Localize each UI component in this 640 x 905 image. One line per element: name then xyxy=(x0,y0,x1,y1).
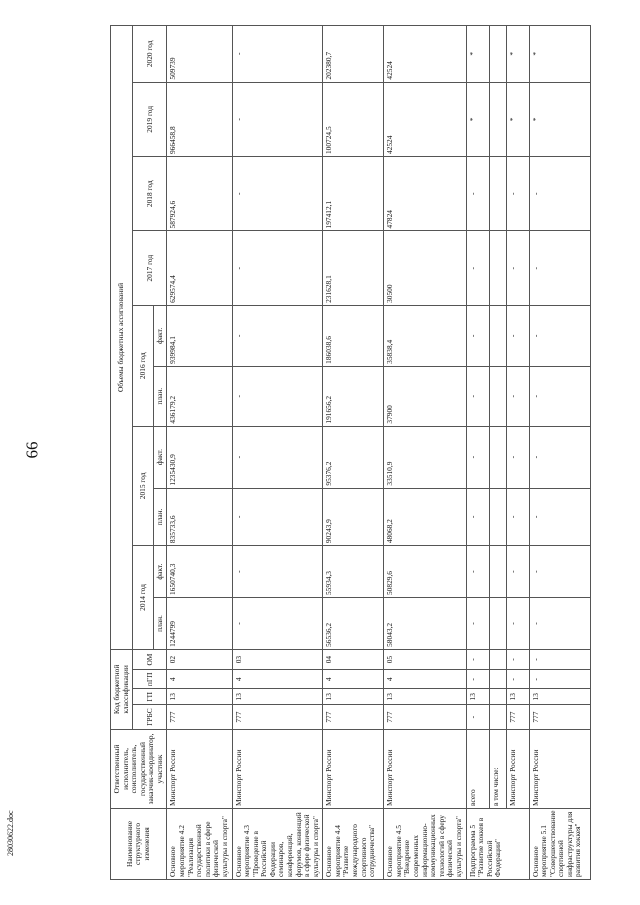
col-header-pgp: пГП xyxy=(133,670,167,689)
cell-2015-plan: - xyxy=(232,488,323,546)
row-responsible: Минспорт России xyxy=(529,730,590,809)
cell-2015-fact: - xyxy=(466,426,489,488)
cell-2015-fact: - xyxy=(529,426,590,488)
row-name: Основное мероприятие 4.2 "Реализация государственной политики в сфере физической культуры и спорта" xyxy=(167,808,232,879)
cell-2014-fact: - xyxy=(466,546,489,598)
cell-2016-fact xyxy=(489,305,506,366)
row-responsible: в том числе: xyxy=(489,730,506,809)
cell-2015-fact xyxy=(489,426,506,488)
row-responsible: Минспорт России xyxy=(384,730,466,809)
cell-2020: - xyxy=(232,26,323,83)
cell-2018: 47824 xyxy=(384,157,466,231)
cell-om: 05 xyxy=(384,649,466,669)
cell-2017: 629574,4 xyxy=(167,231,232,305)
cell-2016-fact: - xyxy=(232,305,323,366)
col-header-2020: 2020 год xyxy=(133,26,167,83)
table-row xyxy=(167,26,232,880)
cell-2014-fact: 1650740,3 xyxy=(167,546,232,598)
cell-2016-fact: 186038,6 xyxy=(323,305,384,366)
cell-gp: 13 xyxy=(167,689,232,705)
cell-2014-fact: - xyxy=(529,546,590,598)
cell-2018: - xyxy=(529,157,590,231)
cell-2016-fact: 35838,4 xyxy=(384,305,466,366)
cell-2014-fact: - xyxy=(232,546,323,598)
cell-om: 02 xyxy=(167,649,232,669)
table-row xyxy=(529,26,590,880)
cell-2017: - xyxy=(232,231,323,305)
cell-2020: 509739 xyxy=(167,26,232,83)
col-header-2015-fact: факт. xyxy=(153,426,167,488)
cell-2019: 100724,5 xyxy=(323,82,384,156)
cell-2014-plan: 1244799 xyxy=(167,598,232,650)
cell-2018: 197412,1 xyxy=(323,157,384,231)
cell-grbs: 777 xyxy=(506,705,529,730)
row-name: Основное мероприятие 4.3 "Проведение в Российской Федерации семинаров, конференций, форумов, конвенций в сфере физической культуры и спорта" xyxy=(232,808,323,879)
cell-2017 xyxy=(489,231,506,305)
col-header-2016: 2016 год xyxy=(133,305,154,426)
cell-pgp: - xyxy=(466,670,489,689)
col-header-2016-plan: план. xyxy=(153,366,167,426)
col-header-2014-plan: план. xyxy=(153,598,167,650)
col-header-2014: 2014 год xyxy=(133,546,154,650)
cell-grbs: 777 xyxy=(384,705,466,730)
cell-pgp: 4 xyxy=(167,670,232,689)
cell-2014-fact xyxy=(489,546,506,598)
cell-2014-plan: 58043,2 xyxy=(384,598,466,650)
cell-2015-plan: - xyxy=(466,488,489,546)
table-row xyxy=(232,26,323,880)
cell-2014-plan: - xyxy=(466,598,489,650)
cell-pgp: 4 xyxy=(384,670,466,689)
cell-2015-fact: - xyxy=(506,426,529,488)
table-row xyxy=(466,26,489,880)
cell-2014-plan: 56536,2 xyxy=(323,598,384,650)
cell-2017: - xyxy=(466,231,489,305)
cell-2015-fact: - xyxy=(232,426,323,488)
col-header-responsible: Ответственный исполнитель, соисполнитель, государственный заказчик-координатор, участник xyxy=(111,730,167,809)
table-row xyxy=(384,26,466,880)
cell-2015-plan: 90243,9 xyxy=(323,488,384,546)
cell-2019: 42524 xyxy=(384,82,466,156)
cell-2015-plan: - xyxy=(506,488,529,546)
cell-2016-plan: - xyxy=(506,366,529,426)
cell-pgp: 4 xyxy=(232,670,323,689)
cell-2018: - xyxy=(466,157,489,231)
cell-2019: * xyxy=(466,82,489,156)
col-header-bcc: Код бюджетной классификации xyxy=(111,649,133,729)
cell-gp: 13 xyxy=(529,689,590,705)
cell-grbs: 777 xyxy=(167,705,232,730)
cell-grbs: 777 xyxy=(323,705,384,730)
row-name: Основное мероприятие 4.5 "Внедрение современных информационно-коммуникационных технологий в сферу физической культуры и спорта" xyxy=(384,808,466,879)
cell-om xyxy=(489,649,506,669)
cell-2018 xyxy=(489,157,506,231)
cell-2014-fact: - xyxy=(506,546,529,598)
col-header-2019: 2019 год xyxy=(133,82,167,156)
cell-2018: 587924,6 xyxy=(167,157,232,231)
cell-gp: 13 xyxy=(506,689,529,705)
cell-2016-fact: 939984,1 xyxy=(167,305,232,366)
cell-grbs: 777 xyxy=(529,705,590,730)
row-responsible: Минспорт России xyxy=(232,730,323,809)
cell-2020: * xyxy=(466,26,489,83)
cell-2020: * xyxy=(529,26,590,83)
cell-om: - xyxy=(506,649,529,669)
cell-2020: 202380,7 xyxy=(323,26,384,83)
cell-2019 xyxy=(489,82,506,156)
cell-2020: 42524 xyxy=(384,26,466,83)
cell-2014-plan: - xyxy=(529,598,590,650)
row-responsible: Минспорт России xyxy=(506,730,529,809)
cell-2014-plan: - xyxy=(506,598,529,650)
cell-gp: 13 xyxy=(466,689,489,705)
cell-2020: * xyxy=(506,26,529,83)
cell-om: - xyxy=(529,649,590,669)
cell-grbs: 777 xyxy=(232,705,323,730)
cell-2016-plan: - xyxy=(466,366,489,426)
cell-2016-plan: - xyxy=(529,366,590,426)
cell-gp: 13 xyxy=(323,689,384,705)
col-header-2014-fact: факт. xyxy=(153,546,167,598)
cell-2015-fact: 95376,2 xyxy=(323,426,384,488)
col-header-gp: ГП xyxy=(133,689,167,705)
cell-pgp: - xyxy=(506,670,529,689)
row-name: Основное мероприятие 5.1 "Совершенствование спортивной инфраструктуры для развития хоккея" xyxy=(529,808,590,879)
cell-2017: - xyxy=(529,231,590,305)
cell-2015-plan: - xyxy=(529,488,590,546)
cell-2016-plan xyxy=(489,366,506,426)
cell-2014-plan xyxy=(489,598,506,650)
cell-gp: 13 xyxy=(384,689,466,705)
table-row xyxy=(489,26,506,880)
col-header-2015: 2015 год xyxy=(133,426,154,546)
cell-2016-fact: - xyxy=(466,305,489,366)
cell-grbs xyxy=(489,705,506,730)
row-responsible: Минспорт России xyxy=(167,730,232,809)
cell-2016-fact: - xyxy=(506,305,529,366)
cell-2017: 231628,1 xyxy=(323,231,384,305)
table-row xyxy=(506,26,529,880)
cell-gp xyxy=(489,689,506,705)
cell-2015-fact: 33510,9 xyxy=(384,426,466,488)
table-row xyxy=(323,26,384,880)
row-name: Основное мероприятие 4.4 "Развитие международного спортивного сотрудничества" xyxy=(323,808,384,879)
rotated-table-container xyxy=(110,25,591,880)
cell-2016-plan: 436179,2 xyxy=(167,366,232,426)
cell-2017: 30500 xyxy=(384,231,466,305)
cell-2016-plan: 191656,2 xyxy=(323,366,384,426)
cell-2019: * xyxy=(529,82,590,156)
page-number: 66 xyxy=(22,441,42,459)
cell-2015-plan: 48068,2 xyxy=(384,488,466,546)
cell-2017: - xyxy=(506,231,529,305)
cell-2019: * xyxy=(506,82,529,156)
cell-pgp xyxy=(489,670,506,689)
row-responsible: Минспорт России xyxy=(323,730,384,809)
col-header-2017: 2017 год xyxy=(133,231,167,305)
col-header-name: Наименование структурного изменения xyxy=(111,808,167,879)
cell-2016-plan: - xyxy=(232,366,323,426)
row-name: Подпрограмма 5 "Развитие хоккея в Российской Федерации" xyxy=(466,808,529,879)
row-responsible: всего xyxy=(466,730,489,809)
cell-2019: 966458,8 xyxy=(167,82,232,156)
col-header-2016-fact: факт. xyxy=(153,305,167,366)
cell-om: 04 xyxy=(323,649,384,669)
col-header-2018: 2018 год xyxy=(133,157,167,231)
cell-2014-fact: 55934,3 xyxy=(323,546,384,598)
col-header-2015-plan: план. xyxy=(153,488,167,546)
budget-table xyxy=(110,25,591,880)
table-body xyxy=(167,26,590,880)
document-filename: 28030622.doc xyxy=(6,810,15,856)
cell-2016-plan: 37900 xyxy=(384,366,466,426)
col-header-budget: Объемы бюджетных ассигнований xyxy=(111,26,133,650)
cell-2014-fact: 50829,6 xyxy=(384,546,466,598)
cell-gp: 13 xyxy=(232,689,323,705)
cell-2015-fact: 1235430,9 xyxy=(167,426,232,488)
cell-2015-plan xyxy=(489,488,506,546)
cell-om: - xyxy=(466,649,489,669)
cell-2015-plan: 835733,6 xyxy=(167,488,232,546)
cell-pgp: 4 xyxy=(323,670,384,689)
cell-grbs: - xyxy=(466,705,489,730)
cell-om: 03 xyxy=(232,649,323,669)
cell-2020 xyxy=(489,26,506,83)
cell-2018: - xyxy=(506,157,529,231)
cell-2019: - xyxy=(232,82,323,156)
cell-2016-fact: - xyxy=(529,305,590,366)
cell-2018: - xyxy=(232,157,323,231)
cell-pgp: - xyxy=(529,670,590,689)
cell-2014-plan: - xyxy=(232,598,323,650)
col-header-om: ОМ xyxy=(133,649,167,669)
col-header-grbs: ГРБС xyxy=(133,705,167,730)
